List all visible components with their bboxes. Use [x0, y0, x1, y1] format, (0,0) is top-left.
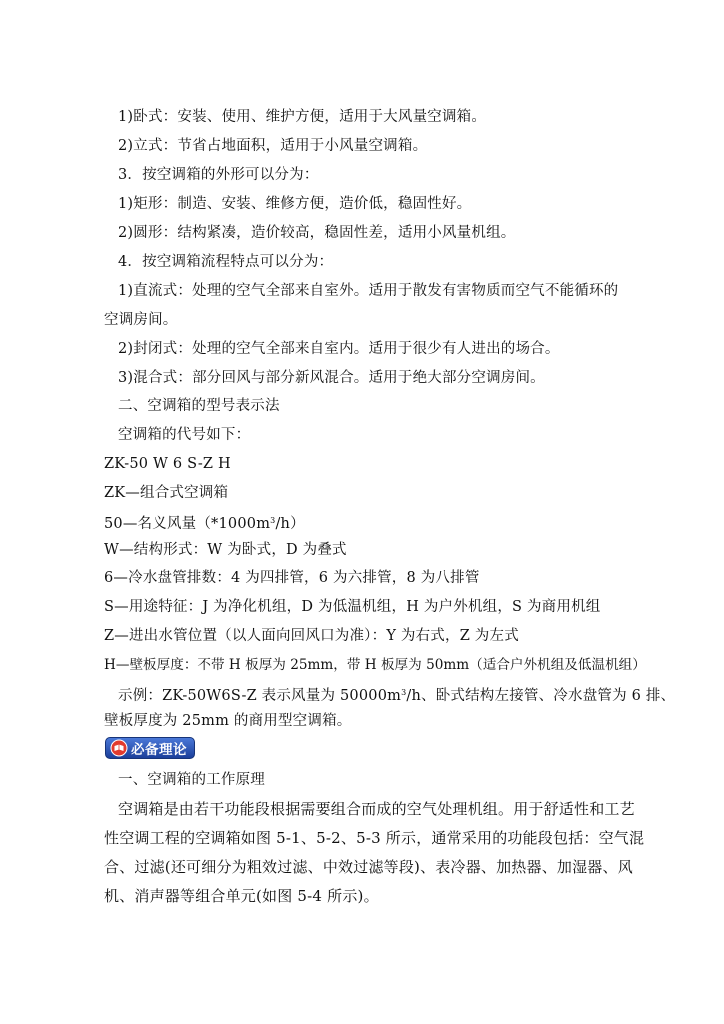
- text-line: [104, 511, 305, 534]
- text-line: 2)圆形：结构紧凑，造价较高，稳固性差，适用小风量机组。: [118, 225, 516, 241]
- text-line: 1)矩形：制造、安装、维修方便，造价低，稳固性好。: [118, 196, 472, 212]
- text-line: S—用途特征：J 为净化机组，D 为低温机组，H 为户外机组，S 为商用机组: [104, 599, 601, 615]
- text-line: 6—冷水盘管排数：4 为四排管，6 为六排管，8 为八排管: [104, 570, 480, 586]
- text-line: 空调房间。: [104, 312, 178, 328]
- text-segment: /h、卧式结构左接管、冷水盘管为 6 排、: [406, 688, 676, 704]
- text-line: ZK—组合式空调箱: [104, 485, 229, 501]
- text-line: 3)混合式：部分回风与部分新风混合。适用于绝大部分空调房间。: [118, 370, 545, 386]
- section-heading: 二、空调箱的型号表示法: [118, 398, 280, 414]
- text-line: W—结构形式：W 为卧式，D 为叠式: [104, 542, 347, 558]
- text-line: 2)封闭式：处理的空气全部来自室内。适用于很少有人进出的场合。: [118, 341, 560, 357]
- text-segment: /h）: [275, 516, 305, 532]
- text-line: 4．按空调箱流程特点可以分为：: [118, 254, 334, 270]
- text-line: Z—进出水管位置（以人面向回风口为准）：Y 为右式，Z 为左式: [104, 628, 519, 644]
- superscript: 3: [401, 688, 407, 697]
- text-line: 机、消声器等组合单元(如图 5-4 所示)。: [104, 887, 379, 905]
- text-line: 空调箱是由若干功能段根据需要组合而成的空气处理机组。用于舒适性和工艺: [118, 800, 635, 818]
- badge-label: 必备理论: [131, 742, 187, 758]
- text-line: 2)立式：节省占地面积，适用于小风量空调箱。: [118, 138, 428, 154]
- text-line: 1)卧式：安装、使用、维护方便，适用于大风量空调箱。: [118, 109, 487, 125]
- text-line: [118, 683, 675, 706]
- text-line: 性空调工程的空调箱如图 5-1、5-2、5-3 所示，通常采用的功能段包括：空气混: [104, 829, 645, 847]
- text-line: 1)直流式：处理的空气全部来自室外。适用于散发有害物质而空气不能循环的: [118, 283, 619, 299]
- superscript: 3: [270, 516, 276, 525]
- text-line: H—壁板厚度：不带 H 板厚为 25mm，带 H 板厚为 50mm（适合户外机组及低温机组）: [104, 657, 646, 673]
- book-icon: [110, 739, 128, 757]
- model-code: ZK-50 W 6 S-Z H: [104, 456, 231, 472]
- section-badge: [105, 737, 195, 759]
- text-segment: 示例：ZK-50W6S-Z 表示风量为 50000m: [118, 688, 402, 704]
- text-line: 空调箱的代号如下：: [118, 427, 251, 443]
- text-line: 3．按空调箱的外形可以分为：: [118, 167, 319, 183]
- section-heading: 一、空调箱的工作原理: [118, 772, 265, 788]
- text-segment: 50—名义风量（*1000m: [104, 516, 271, 532]
- text-line: 合、过滤(还可细分为粗效过滤、中效过滤等段)、表冷器、加热器、加湿器、风: [104, 858, 633, 876]
- text-line: 壁板厚度为 25mm 的商用型空调箱。: [104, 713, 352, 729]
